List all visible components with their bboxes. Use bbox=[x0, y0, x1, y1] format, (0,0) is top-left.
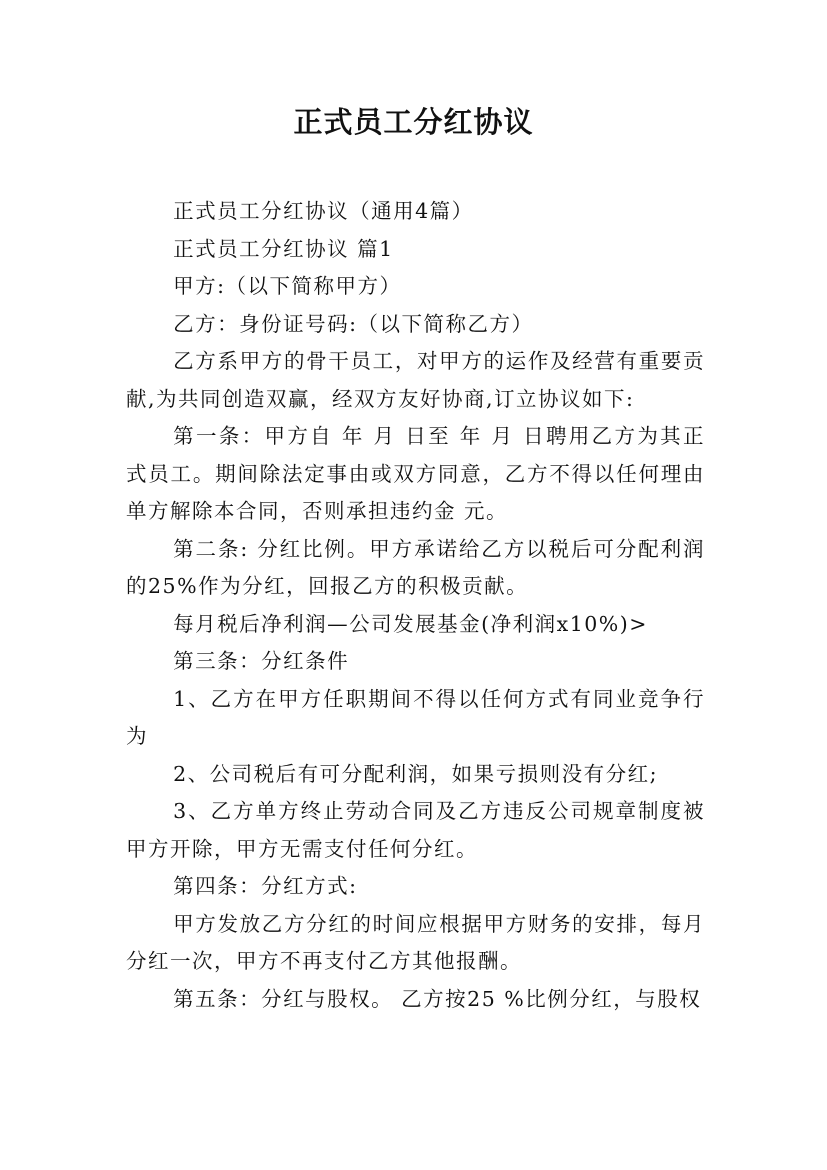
paragraph-article-2: 第二条: 分红比例。甲方承诺给乙方以税后可分配利润的25%作为分红，回报乙方的积极贡献。 bbox=[126, 536, 705, 598]
paragraph-article-3: 第三条：分红条件 bbox=[173, 649, 350, 673]
paragraph-article-5: 第五条：分红与股权。 乙方按25 %比例分红，与股权 bbox=[173, 986, 702, 1011]
paragraph-condition-3: 3、乙方单方终止劳动合同及乙方违反公司规章制度被甲方开除，甲方无需支付任何分红。 bbox=[126, 799, 705, 861]
paragraph-preamble: 乙方系甲方的骨干员工，对甲方的运作及经营有重要贡献,为共同创造双赢，经双方友好协商,订立协议如下: bbox=[126, 349, 705, 411]
paragraph-payment-schedule: 甲方发放乙方分红的时间应根据甲方财务的安排，每月分红一次，甲方不再支付乙方其他报酬。 bbox=[126, 911, 705, 973]
paragraph-article-4: 第四条：分红方式: bbox=[173, 874, 358, 898]
paragraph-party-b: 乙方：身份证号码:（以下简称乙方） bbox=[173, 311, 534, 336]
paragraph-heading: 正式员工分红协议（通用4篇） bbox=[173, 199, 474, 223]
paragraph-party-a: 甲方:（以下简称甲方） bbox=[173, 274, 402, 298]
paragraph-article-1: 第一条：甲方自 年 月 日至 年 月 日聘用乙方为其正式员工。期间除法定事由或双方同意，乙方不得以任何理由单方解除本合同，否则承担违约金 元。 bbox=[126, 424, 705, 523]
paragraph-condition-1: 1、乙方在甲方任职期间不得以任何方式有同业竞争行为 bbox=[126, 686, 705, 748]
document-body bbox=[126, 193, 705, 1018]
paragraph-formula: 每月税后净利润—公司发展基金(净利润x10%)> bbox=[173, 611, 648, 636]
document-title: 正式员工分红协议 bbox=[293, 105, 534, 139]
paragraph-section: 正式员工分红协议 篇1 bbox=[173, 236, 394, 261]
paragraph-condition-2: 2、公司税后有可分配利润，如果亏损则没有分红; bbox=[173, 761, 659, 786]
